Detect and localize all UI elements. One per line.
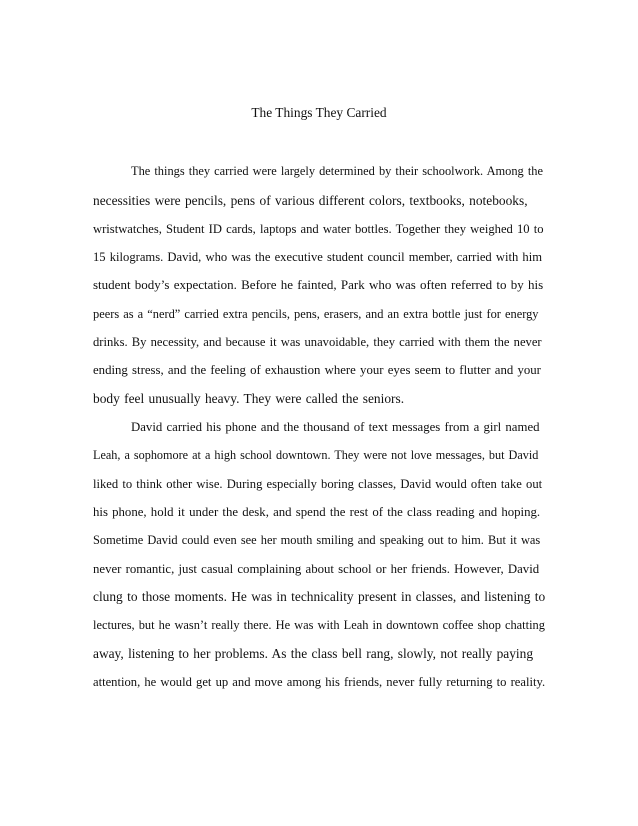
paragraph-1-line-2: necessities were pencils, pens of various different colors, textbooks, notebooks, xyxy=(93,193,528,208)
paragraph-2-line-5: Sometime David could even see her mouth smiling and speaking out to him. But it was xyxy=(93,533,541,547)
paragraph-2-line-1: David carried his phone and the thousand of text messages from a girl named xyxy=(131,420,540,434)
paragraph-2-line-8: lectures, but he wasn’t really there. He was with Leah in downtown coffee shop chatting xyxy=(93,618,545,632)
paragraph-1-line-7: drinks. By necessity, and because it was unavoidable, they carried with them the never xyxy=(93,335,542,349)
paragraph-1-line-5: student body’s expectation. Before he fainted, Park who was often referred to by his xyxy=(93,277,544,292)
document-title: The Things They Carried xyxy=(251,105,387,120)
paragraph-2-line-10: attention, he would get up and move among his friends, never fully returning to reality. xyxy=(93,675,546,689)
paragraph-1-line-9: body feel unusually heavy. They were called the seniors. xyxy=(93,391,405,406)
paragraph-2-line-2: Leah, a sophomore at a high school downtown. They were not love messages, but David xyxy=(93,448,539,462)
paragraph-1-line-6: peers as a “nerd” carried extra pencils, pens, erasers, and an extra bottle just for energy xyxy=(93,307,539,321)
paragraph-2-line-3: liked to think other wise. During especially boring classes, David would often take out xyxy=(93,477,543,491)
paragraph-2-line-4: his phone, hold it under the desk, and spend the rest of the class reading and hoping. xyxy=(93,505,541,519)
paragraph-1-line-1: The things they carried were largely determined by their schoolwork. Among the xyxy=(131,164,543,178)
paragraph-2-line-7: clung to those moments. He was in technicality present in classes, and listening to xyxy=(93,589,546,604)
paragraph-1-line-8: ending stress, and the feeling of exhaustion where your eyes seem to flutter and your xyxy=(93,363,541,377)
paragraph-1-line-4: 15 kilograms. David, who was the executive student council member, carried with him xyxy=(93,250,543,264)
paragraph-1-line-3: wristwatches, Student ID cards, laptops and water bottles. Together they weighed 10 to xyxy=(93,222,544,236)
paragraph-2-line-6: never romantic, just casual complaining about school or her friends. However, David xyxy=(93,562,540,576)
paragraph-2-line-9: away, listening to her problems. As the class bell rang, slowly, not really paying xyxy=(93,646,534,661)
